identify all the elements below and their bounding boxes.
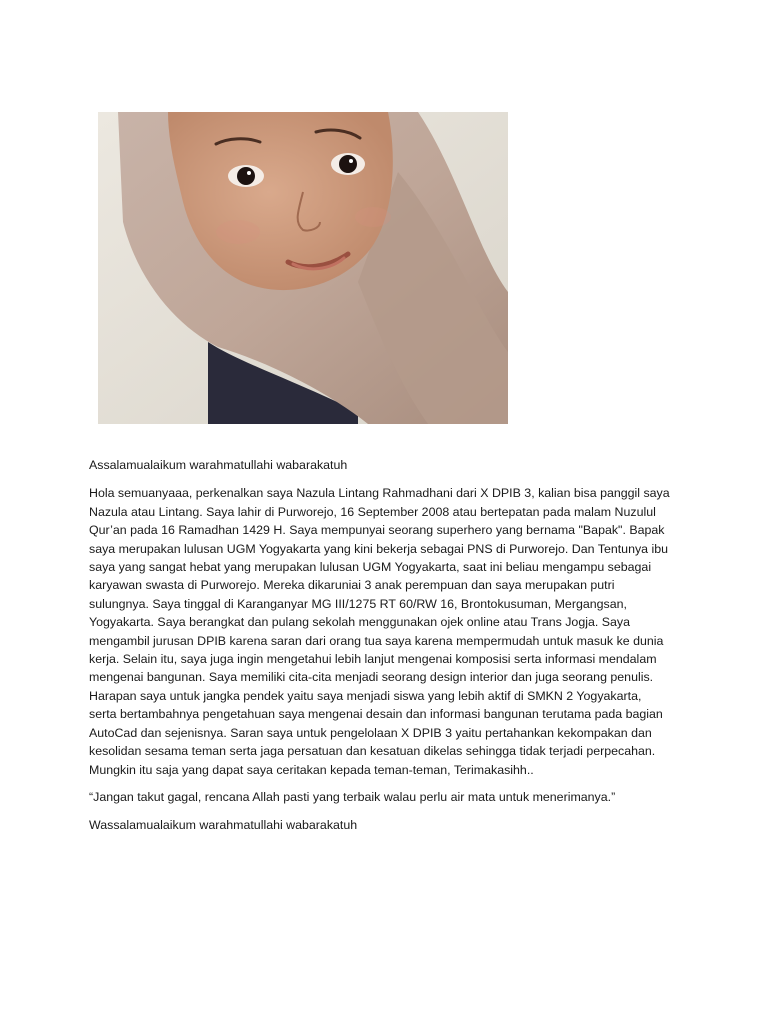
body-line: Nazula atau Lintang. Saya lahir di Purworejo, 16 September 2008 atau bertepatan pada malam Nuzulul (89, 504, 656, 519)
greeting-paragraph: Assalamualaikum warahmatullahi wabarakatuh (89, 458, 348, 472)
body-line: mengambil jurusan DPIB karena saran dari orang tua saya karena mempermudah untuk masuk ke dunia (89, 633, 664, 648)
body-line: kerja. Selain itu, saya juga ingin mengetahui lebih lanjut mengenai komposisi serta informasi mendalam (89, 652, 657, 667)
introduction-paragraph (89, 484, 689, 779)
body-line: kesolidan sesama teman serta jaga persatuan dan kesatuan dikelas sehingga tidak terjadi perpecahan. (89, 744, 656, 759)
closing-paragraph: Wassalamualaikum warahmatullahi wabarakatuh (89, 818, 358, 833)
body-line: Yogyakarta. Saya berangkat dan pulang sekolah menggunakan ojek online atau Trans Jogja. Saya (89, 615, 630, 630)
quote-paragraph: “Jangan takut gagal, rencana Allah pasti yang terbaik walau perlu air mata untuk menerimanya.” (89, 789, 616, 804)
body-line: saya yang sangat hebat yang merupakan lulusan UGM Yogyakarta, saat ini beliau mengampu sebagai (89, 560, 652, 575)
body-line: sulungnya. Saya tinggal di Karanganyar MG III/1275 RT 60/RW 16, Brontokusuman, Mergangsan, (89, 596, 627, 611)
body-line: AutoCad dan sejenisnya. Saran saya untuk pengelolaan X DPIB 3 yaitu pertahankan kekompakan dan (89, 725, 652, 740)
body-line: Harapan saya untuk jangka pendek yaitu saya menjadi siswa yang lebih aktif di SMKN 2 Yogyakarta, (89, 688, 642, 703)
portrait-photo (98, 112, 508, 424)
body-line: Mungkin itu saja yang dapat saya ceritakan kepada teman-teman, Terimakasihh.. (89, 762, 534, 777)
portrait-illustration (98, 112, 508, 424)
body-line: karyawan swasta di Purworejo. Mereka dikaruniai 3 anak perempuan dan saya merupakan putri (89, 578, 615, 593)
body-line: saya merupakan lulusan UGM Yogyakarta yang kini bekerja sebagai PNS di Purworejo. Dan Tentunya ibu (89, 541, 669, 556)
body-line: serta bertambahnya pengetahuan saya mengenai desain dan informasi bangunan terutama pada bagian (89, 707, 663, 722)
body-line: mengenai bangunan. Saya memiliki cita-cita menjadi seorang design interior dan juga seorang penulis. (89, 670, 654, 685)
body-line: Qur’an pada 16 Ramadhan 1429 H. Saya mempunyai seorang superhero yang bernama "Bapak". Bapak (89, 523, 665, 538)
letter-text (89, 456, 689, 845)
body-line: Hola semuanyaaa, perkenalkan saya Nazula Lintang Rahmadhani dari X DPIB 3, kalian bisa panggil saya (89, 486, 670, 501)
